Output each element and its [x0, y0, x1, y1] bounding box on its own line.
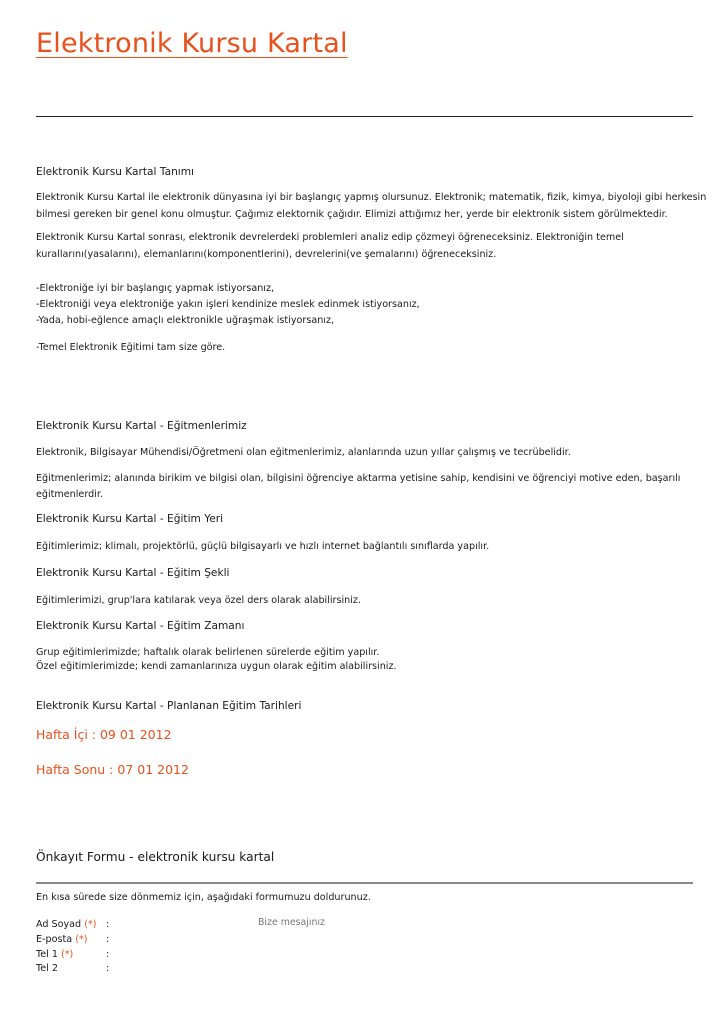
intro-list-item: -Temel Elektronik Eğitimi tam size göre.: [36, 342, 226, 353]
form-title: Önkayıt Formu - elektronik kursu kartal: [36, 850, 275, 864]
email-field-colon: :: [106, 934, 110, 945]
teachers-paragraph-2-line-1: Eğitmenlerimiz; alanında birikim ve bilgisi olan, bilgisini öğrenciye aktarma yetisine sahip, kendisini ve öğrenciyi motive eden, başarılı: [36, 473, 681, 484]
time-line-2: Özel eğitimlerimizde; kendi zamanlarınıza uygun olarak eğitim alabilirsiniz.: [36, 661, 397, 672]
time-line-1: Grup eğitimlerimizde; haftalık olarak belirlenen sürelerde eğitim yapılır.: [36, 647, 380, 658]
teachers-paragraph-2-line-2: eğitmenlerdir.: [36, 489, 103, 500]
phone1-field-colon: :: [106, 949, 110, 960]
intro-heading: Elektronik Kursu Kartal Tanımı: [36, 166, 194, 178]
time-heading: Elektronik Kursu Kartal - Eğitim Zamanı: [36, 620, 245, 632]
name-field-label: Ad Soyad: [36, 919, 82, 930]
intro-paragraph-1-line-1: Elektronik Kursu Kartal ile elektronik dünyasına iyi bir başlangıç yapmış olursunuz. Elektronik; matematik, fizik, kimya, biyoloji gibi herkesin: [36, 192, 707, 203]
page-title: Elektronik Kursu Kartal: [36, 28, 348, 59]
intro-list-item: -Elektroniğe iyi bir başlangıç yapmak istiyorsanız,: [36, 283, 275, 294]
intro-list-item: -Yada, hobi-eğlence amaçlı elektronikle uğraşmak istiyorsanız,: [36, 315, 335, 326]
phone2-field-colon: :: [106, 963, 110, 974]
form-divider: [36, 882, 693, 884]
required-mark: (*): [75, 934, 88, 945]
weekend-date: Hafta Sonu : 07 01 2012: [36, 762, 189, 777]
place-paragraph: Eğitimlerimiz; klimalı, projektörlü, güçlü bilgisayarlı ve hızlı internet bağlantılı sınıflarda yapılır.: [36, 541, 490, 552]
email-field-row[interactable]: [36, 932, 116, 947]
phone1-field-label: Tel 1: [36, 949, 58, 960]
format-paragraph: Eğitimlerimizi, grup'lara katılarak veya özel ders olarak alabilirsiniz.: [36, 595, 361, 606]
phone2-field-label: Tel 2: [36, 963, 58, 974]
message-field-label[interactable]: Bize mesajınız: [258, 917, 325, 928]
intro-paragraph-1-line-2: bilmesi gereken bir genel konu olmuştur. Çağımız elektornik çağıdır. Elimizi attığımız her, yerde bir elektronik sistem görülmektedir.: [36, 209, 668, 220]
email-field-label: E-posta: [36, 934, 73, 945]
form-intro: En kısa sürede size dönmemiz için, aşağıdaki formumuzu doldurunuz.: [36, 892, 371, 903]
intro-paragraph-2-line-2: kurallarını(yasalarını), elemanlarını(komponentlerini), devrelerini(ve şemalarını) öğreneceksiniz.: [36, 249, 497, 260]
place-heading: Elektronik Kursu Kartal - Eğitim Yeri: [36, 513, 224, 525]
phone2-field-row[interactable]: [36, 961, 116, 976]
required-mark: (*): [61, 949, 74, 960]
required-mark: (*): [84, 919, 97, 930]
format-heading: Elektronik Kursu Kartal - Eğitim Şekli: [36, 567, 230, 579]
weekday-date: Hafta İçi : 09 01 2012: [36, 727, 172, 742]
intro-list-item: -Elektroniği veya elektroniğe yakın işleri kendinize meslek edinmek istiyorsanız,: [36, 299, 420, 310]
teachers-heading: Elektronik Kursu Kartal - Eğitmenlerimiz: [36, 420, 247, 432]
intro-paragraph-2-line-1: Elektronik Kursu Kartal sonrası, elektronik devrelerdeki problemleri analiz edip çözmeyi öğreneceksiniz. Elektroniğin temel: [36, 232, 624, 243]
name-field-colon: :: [106, 919, 110, 930]
name-field-row[interactable]: [36, 917, 116, 932]
header-divider: [36, 116, 693, 117]
dates-heading: Elektronik Kursu Kartal - Planlanan Eğitim Tarihleri: [36, 700, 302, 712]
teachers-paragraph-1: Elektronik, Bilgisayar Mühendisi/Öğretmeni olan eğitmenlerimiz, alanlarında uzun yıllar çalışmış ve tecrübelidir.: [36, 447, 571, 458]
phone1-field-row[interactable]: [36, 947, 116, 962]
